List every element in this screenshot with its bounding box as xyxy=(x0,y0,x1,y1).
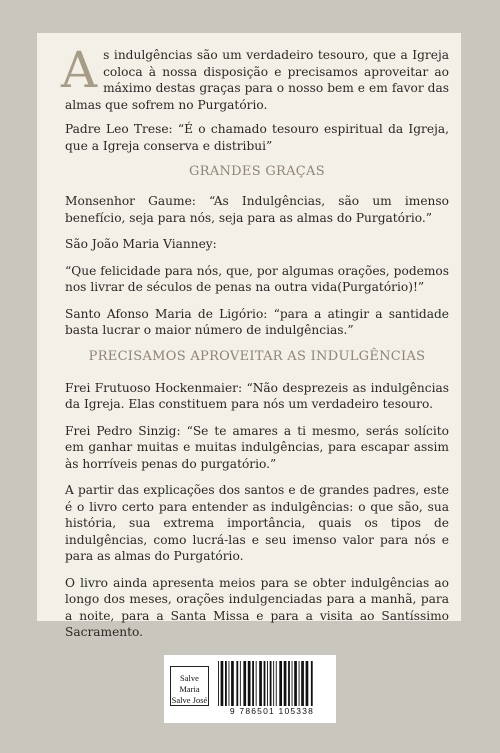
sinzig-quote: Frei Pedro Sinzig: “Se te amares a ti mesmo, serás solícito em ganhar muitas e muitas indulgências, para escapar assim às horríveis penas do purgatório.” xyxy=(65,423,449,471)
vianney-attribution: São João Maria Vianney: xyxy=(65,237,217,251)
drop-cap: A xyxy=(61,41,98,99)
heading-precisamos-aproveitar: PRECISAMOS APROVEITAR AS INDULGÊNCIAS xyxy=(88,348,426,364)
heading-grandes-gracas: GRANDES GRAÇAS xyxy=(189,164,325,179)
gaume-quote: Monsenhor Gaume: “As Indulgências, são um imenso benefício, seja para nós, seja para as almas do Purgatório.” xyxy=(65,194,449,225)
barcode-box xyxy=(164,655,336,723)
publisher-line1: Salve Maria xyxy=(179,673,200,694)
hockenmaier-quote: Frei Frutuoso Hockenmaier: “Não desprezeis as indulgências da Igreja. Elas constituem para nós um verdadeiro tesouro. xyxy=(65,380,449,411)
intro-paragraph-text: s indulgências são um verdadeiro tesouro, que a Igreja coloca à nossa disposição e precisamos aproveitar ao máximo destas graças para o nosso bem e em favor das almas que sofrem no Purgatório. xyxy=(65,48,449,112)
vianney-quote: “Que felicidade para nós, que, por algumas orações, podemos nos livrar de séculos de penas na outra vida(Purgatório)!” xyxy=(65,263,449,294)
isbn-number: 9 786501 105338 xyxy=(229,706,315,716)
intro-paragraph xyxy=(61,41,449,113)
publisher-line2: Salve José xyxy=(171,695,208,705)
publisher-logo xyxy=(170,666,209,706)
ligorio-quote: Santo Afonso Maria de Ligório: “para a atingir a santidade basta lucrar o maior número de indulgências.” xyxy=(65,306,449,337)
leo-trese-quote: Padre Leo Trese: “É o chamado tesouro espiritual da Igreja, que a Igreja conserva e distribui” xyxy=(65,122,449,153)
book-description: A partir das explicações dos santos e de grandes padres, este é o livro certo para entender as indulgências: o que são, sua história, sua extrema importância, quais os tipos de indulgências, como lucrá-las e seu imenso valor para nós e para as almas do Purgatório. xyxy=(65,483,449,563)
intro-section xyxy=(61,41,449,154)
back-cover-text-panel xyxy=(37,33,461,639)
barcode-bars xyxy=(216,661,328,706)
book-contents-description: O livro ainda apresenta meios para se obter indulgências ao longo dos meses, orações indulgenciadas para a manhã, para a noite, para a Santa Missa e para a visita ao Santíssimo Sacramento. xyxy=(65,575,449,639)
